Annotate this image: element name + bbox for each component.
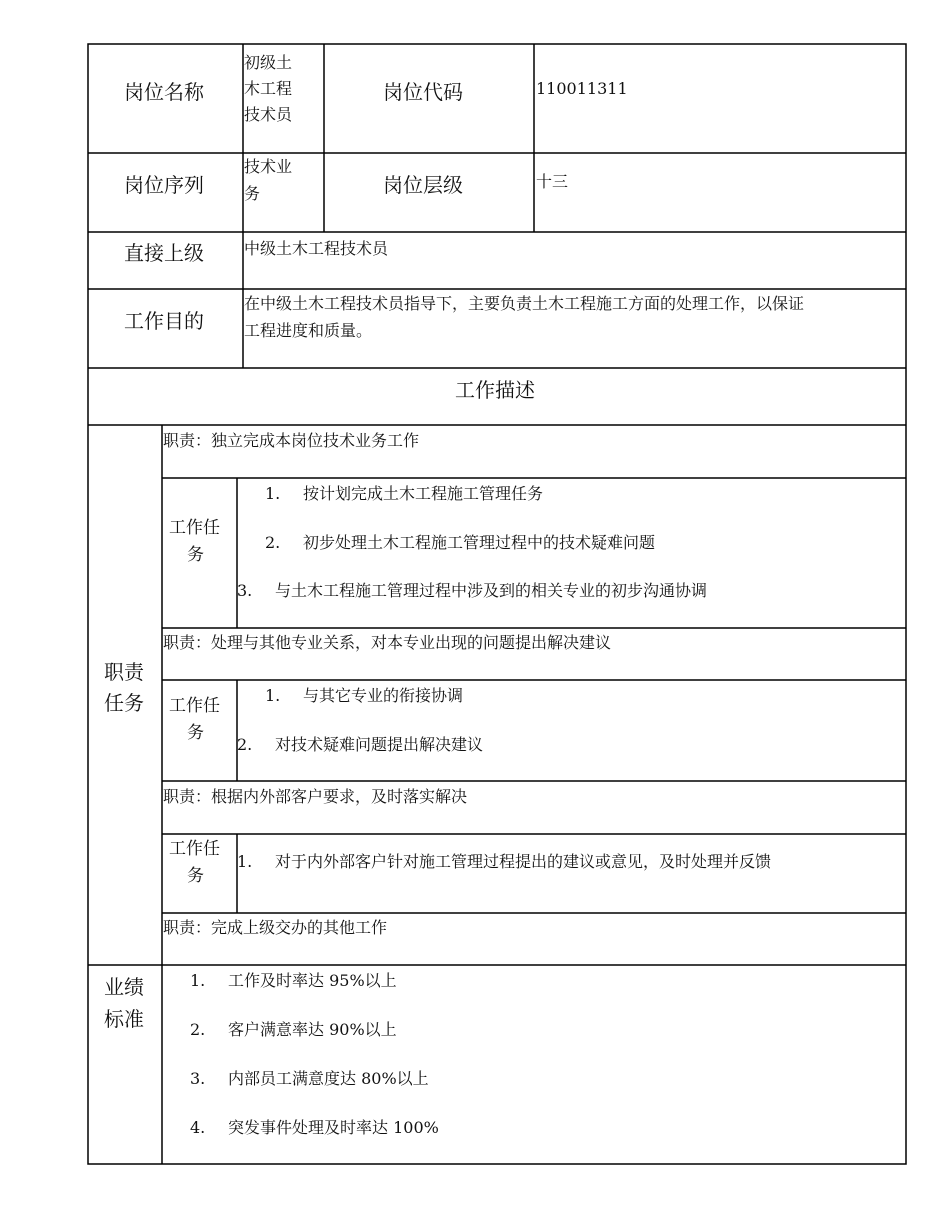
sequence-line-1: 技术业	[244, 157, 293, 176]
task-label-2-line-2: 务	[187, 723, 204, 743]
list-item: 2. 对技术疑难问题提出解决建议	[237, 735, 484, 754]
list-item: 2. 客户满意率达 90%以上	[190, 1020, 397, 1039]
list-item: 3. 与土木工程施工管理过程中涉及到的相关专业的初步沟通协调	[237, 581, 708, 600]
list-item: 3. 内部员工满意度达 80%以上	[190, 1069, 429, 1088]
level-label: 岗位层级	[383, 173, 463, 197]
description-title: 工作描述	[455, 378, 535, 402]
task-label-2-line-1: 工作任	[169, 696, 220, 716]
position-name-line-3: 技术员	[244, 105, 293, 124]
sequence-label: 岗位序列	[124, 173, 204, 197]
level-value: 十三	[536, 172, 569, 191]
position-code-label: 岗位代码	[383, 80, 463, 104]
performance-label-line-2: 标准	[104, 1007, 144, 1031]
task-label-3-line-1: 工作任	[169, 839, 220, 859]
duty-1: 职责：独立完成本岗位技术业务工作	[163, 431, 420, 450]
purpose-line-2: 工程进度和质量。	[244, 321, 373, 340]
task-label-1-line-2: 务	[187, 545, 204, 565]
superior-label: 直接上级	[124, 241, 204, 265]
duties-label-line-2: 任务	[104, 691, 144, 715]
list-item: 1. 与其它专业的衔接协调	[265, 686, 464, 705]
table-border	[88, 44, 906, 1164]
list-item: 1. 对于内外部客户针对施工管理过程提出的建议或意见，及时处理并反馈	[237, 852, 772, 871]
duty-4: 职责：完成上级交办的其他工作	[163, 918, 388, 937]
list-item: 1. 工作及时率达 95%以上	[190, 971, 397, 990]
performance-label-line-1: 业绩	[104, 975, 144, 999]
superior-value: 中级土木工程技术员	[244, 239, 389, 258]
duty-2: 职责：处理与其他专业关系，对本专业出现的问题提出解决建议	[163, 633, 612, 652]
sequence-line-2: 务	[244, 184, 261, 203]
position-name-line-2: 木工程	[244, 79, 293, 98]
list-item: 4. 突发事件处理及时率达 100%	[190, 1118, 439, 1137]
duties-label-line-1: 职责	[104, 660, 144, 684]
task-label-3-line-2: 务	[187, 866, 204, 886]
purpose-line-1: 在中级土木工程技术员指导下，主要负责土木工程施工方面的处理工作，以保证	[244, 294, 805, 313]
duty-3: 职责：根据内外部客户要求，及时落实解决	[163, 787, 468, 806]
purpose-label: 工作目的	[124, 309, 204, 333]
task-label-1-line-1: 工作任	[169, 518, 220, 538]
list-item: 2. 初步处理土木工程施工管理过程中的技术疑难问题	[265, 533, 656, 552]
position-code-value: 110011311	[536, 79, 628, 98]
list-item: 1. 按计划完成土木工程施工管理任务	[265, 484, 544, 503]
position-name-line-1: 初级土	[244, 53, 293, 72]
position-name-label: 岗位名称	[124, 80, 204, 104]
